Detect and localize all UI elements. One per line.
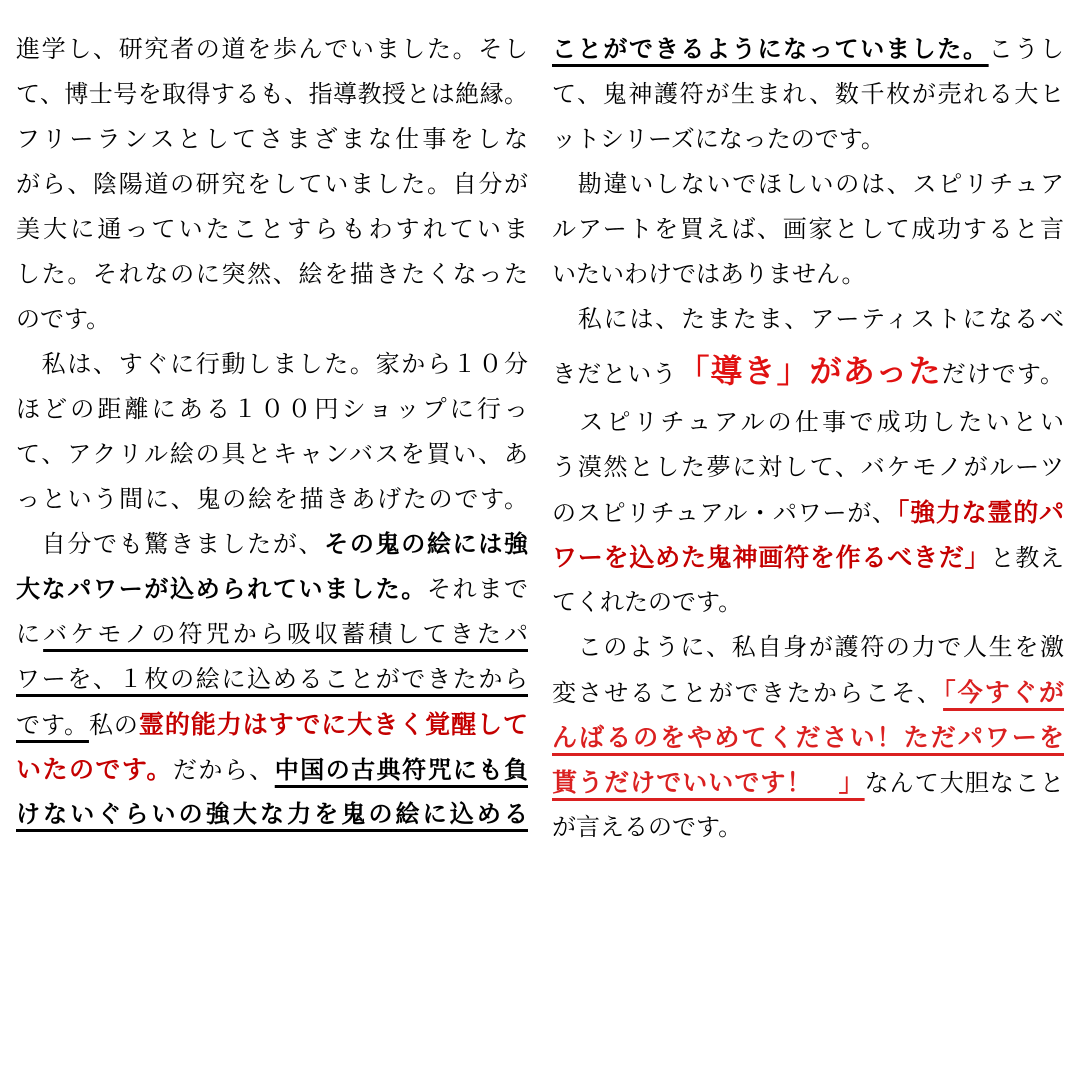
text-line [16, 387, 528, 432]
text-segment: 自分でも驚きましたが、 [16, 530, 325, 558]
text-line [16, 792, 528, 837]
text-line [16, 567, 528, 612]
text-segment: それまで [426, 575, 528, 603]
text-line [16, 297, 528, 342]
text-segment: スピリチュアルの仕事で成功したいとい [552, 408, 1064, 436]
text-segment: っという間に、鬼の絵を描きあげたのです。 [16, 485, 528, 513]
text-segment: このように、私自身が護符の力で人生を激 [552, 633, 1064, 661]
text-line [552, 490, 1064, 535]
text-line [552, 715, 1064, 760]
text-line [552, 445, 1064, 490]
text-line [552, 162, 1064, 207]
text-segment: 進学し、研究者の道を歩んでいました。そし [16, 35, 528, 63]
text-segment: て、アクリル絵の具とキャンバスを買い、あ [16, 440, 528, 468]
text-segment: ほどの距離にある１００円ショップに行っ [16, 395, 528, 423]
text-segment: 私は、すぐに行動しました。家から１０分 [16, 350, 528, 378]
text-line [552, 580, 1064, 625]
text-segment: 中国の古典符咒にも負 [274, 756, 528, 784]
text-segment: した。それなのに突然、絵を描きたくなった [16, 260, 528, 288]
text-segment: 勘違いしないでほしいのは、スピリチュア [552, 170, 1064, 198]
text-segment: て、鬼神護符が生まれ、数千枚が売れる大ヒ [552, 80, 1064, 108]
text-segment: ワーを込めた鬼神画符を作るべきだ」 [552, 543, 991, 572]
text-line [16, 657, 528, 702]
text-segment: のです。 [16, 305, 111, 333]
text-line [552, 252, 1064, 297]
text-line [16, 27, 528, 72]
text-segment: ワーを、１枚の絵に込めることができたから [16, 665, 528, 693]
text-line [552, 760, 1064, 805]
text-line [16, 522, 528, 567]
text-segment: ことができるようになっていました。 [552, 35, 989, 63]
text-line [16, 117, 528, 162]
text-segment: に [16, 620, 44, 648]
text-segment: ットシリーズになったのです。 [552, 125, 885, 153]
text-segment: がら、陰陽道の研究をしていました。自分が [16, 170, 528, 198]
text-segment: 「強力な霊的パ [896, 498, 1064, 527]
text-line [552, 27, 1064, 72]
text-line [552, 342, 1064, 400]
text-line [552, 535, 1064, 580]
text-segment: 変させることができたからこそ、 [552, 679, 944, 707]
text-line [552, 117, 1064, 162]
text-line [552, 400, 1064, 445]
text-segment: 大なパワーが込められていました。 [16, 575, 427, 603]
text-line [16, 162, 528, 207]
text-segment: 私の [88, 711, 139, 739]
text-segment: と教え [990, 544, 1064, 572]
text-line [552, 297, 1064, 342]
text-segment: てくれたのです。 [552, 588, 743, 616]
text-segment: なんて大胆なこと [864, 769, 1064, 797]
text-segment: けないぐらいの強大な力を鬼の絵に込める [16, 800, 528, 828]
text-segment: 「導き」があった [677, 352, 942, 390]
text-line [16, 477, 528, 522]
text-line [16, 702, 528, 747]
text-segment: のスピリチュアル・パワーが、 [552, 499, 897, 527]
text-segment: だけです。 [941, 360, 1064, 388]
text-segment: その鬼の絵には強 [324, 530, 528, 558]
text-line [552, 670, 1064, 715]
text-segment: う漠然とした夢に対して、バケモノがルーツ [552, 453, 1064, 481]
text-line [552, 625, 1064, 670]
text-line [16, 252, 528, 297]
text-line [16, 432, 528, 477]
left-column [16, 27, 528, 1080]
text-segment: いたのです。 [16, 755, 173, 784]
text-line [16, 72, 528, 117]
text-segment: 霊的能力はすでに大きく覚醒して [138, 710, 528, 739]
text-segment: フリーランスとしてさまざまな仕事をしな [16, 125, 528, 153]
text-line [16, 342, 528, 387]
text-line [552, 805, 1064, 850]
text-segment: て、博士号を取得するも、指導教授とは絶縁。 [16, 80, 528, 108]
text-segment: バケモノの符咒から吸収蓄積してきたパ [43, 620, 528, 648]
text-line [16, 207, 528, 252]
text-segment: こうし [988, 35, 1064, 63]
text-segment: 貰うだけでいいです！ 」 [552, 768, 865, 797]
text-segment: いたいわけではありません。 [552, 260, 866, 288]
text-segment: んばるのをやめてください！ただパワーを [552, 723, 1064, 752]
text-segment: きだという [552, 360, 678, 388]
text-segment: ルアートを買えば、画家として成功すると言 [552, 215, 1064, 243]
text-line [16, 747, 528, 792]
text-line [16, 612, 528, 657]
text-segment: です。 [16, 711, 89, 739]
text-segment: だから、 [172, 756, 275, 784]
text-segment: 美大に通っていたことすらもわすれていま [16, 215, 528, 243]
text-line [552, 72, 1064, 117]
text-line [552, 207, 1064, 252]
text-segment: が言えるのです。 [552, 813, 743, 841]
text-segment: 「今すぐが [943, 678, 1064, 707]
right-column [552, 27, 1064, 1080]
text-segment: 私には、たまたま、アーティストになるべ [552, 305, 1064, 333]
